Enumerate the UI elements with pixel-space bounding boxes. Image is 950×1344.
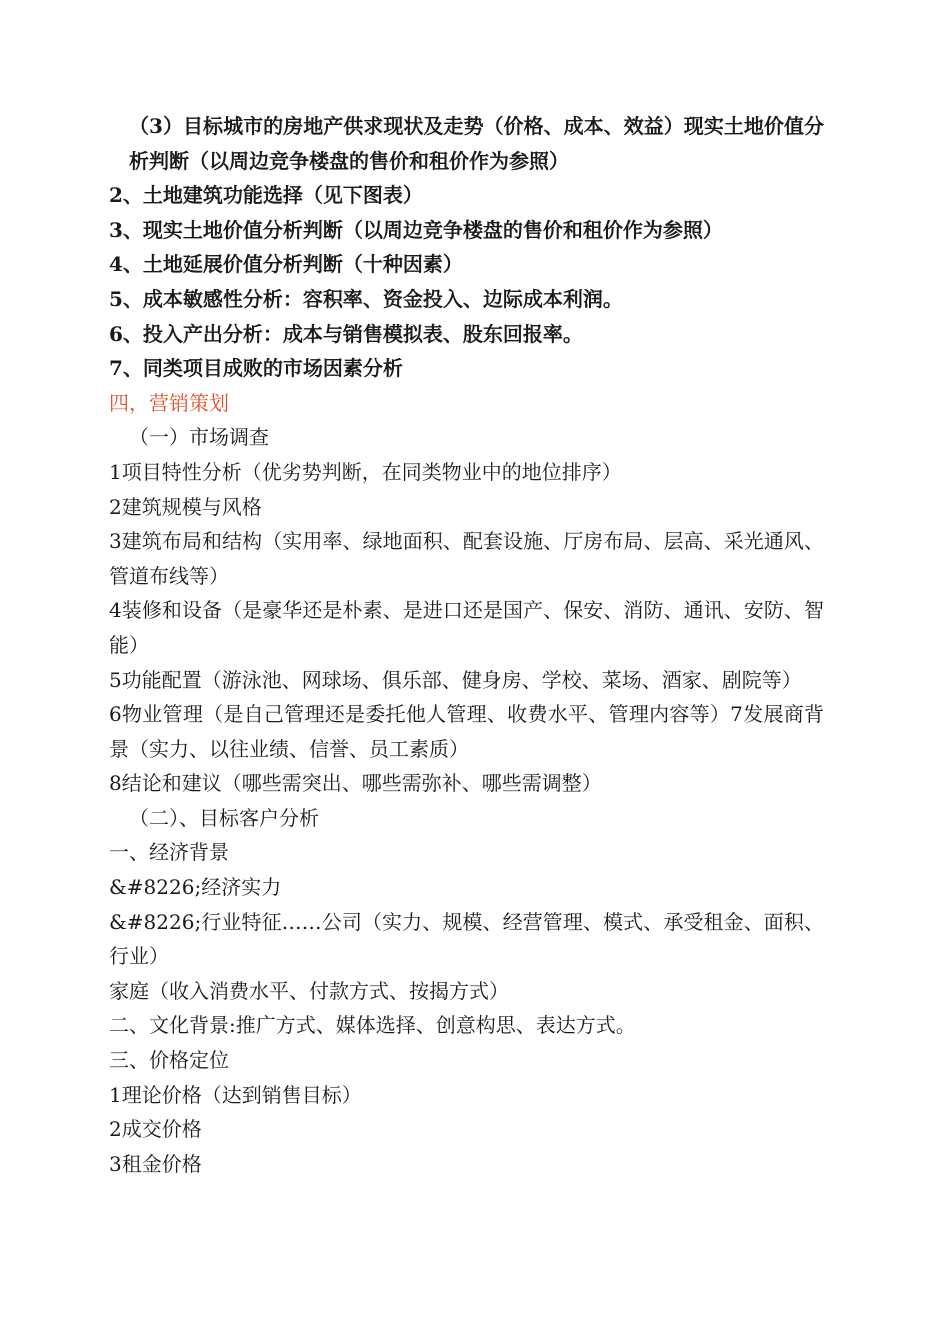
item-4-extended-value: 4、土地延展价值分析判断（十种因素） bbox=[109, 252, 463, 277]
subheading-target-customer: （二）、目标客户分析 bbox=[129, 805, 319, 830]
research-item-4: 4装修和设备（是豪华还是朴素、是进口还是国产、保安、消防、通讯、安防、智能） bbox=[109, 598, 824, 657]
item-3-land-value: 3、现实土地价值分析判断（以周边竞争楼盘的售价和租价作为参照） bbox=[109, 217, 723, 242]
research-item-6-7: 6物业管理（是自己管理还是委托他人管理、收费水平、管理内容等）7发展商背景（实力、以往业绩、信誉、员工素质） bbox=[109, 702, 824, 761]
customer-industry-traits: &#8226;行业特征……公司（实力、规模、经营管理、模式、承受租金、面积、行业） bbox=[109, 909, 824, 969]
item-5-cost-sensitivity: 5、成本敏感性分析：容积率、资金投入、边际成本利润。 bbox=[109, 286, 623, 311]
customer-family: 家庭（收入消费水平、付款方式、按揭方式） bbox=[109, 978, 509, 1003]
pricing-item-2: 2成交价格 bbox=[109, 1117, 202, 1142]
research-item-8: 8结论和建议（哪些需突出、哪些需弥补、哪些需调整） bbox=[109, 771, 602, 796]
customer-cultural-background: 二、文化背景:推广方式、媒体选择、创意构思、表达方式。 bbox=[109, 1013, 636, 1038]
research-item-3: 3建筑布局和结构（实用率、绿地面积、配套设施、厅房布局、层高、采光通风、管道布线等） bbox=[109, 529, 824, 588]
pricing-item-1: 1理论价格（达到销售目标） bbox=[109, 1082, 362, 1107]
item-6-input-output: 6、投入产出分析：成本与销售模拟表、股东回报率。 bbox=[109, 321, 583, 346]
pricing-heading: 三、价格定位 bbox=[109, 1048, 229, 1073]
document-body bbox=[109, 109, 824, 1181]
customer-economic-strength: &#8226;经济实力 bbox=[109, 875, 282, 900]
research-item-1: 1项目特性分析（优劣势判断，在同类物业中的地位排序） bbox=[109, 459, 622, 484]
item-2-land-function: 2、土地建筑功能选择（见下图表） bbox=[109, 183, 423, 208]
research-item-2: 2建筑规模与风格 bbox=[109, 494, 262, 519]
section-heading-marketing: 四，营销策划 bbox=[109, 390, 229, 415]
subheading-market-research: （一）市场调查 bbox=[129, 425, 269, 450]
pricing-item-3: 3租金价格 bbox=[109, 1151, 202, 1176]
customer-economic-background: 一、经济背景 bbox=[109, 840, 229, 865]
research-item-5: 5功能配置（游泳池、网球场、俱乐部、健身房、学校、菜场、酒家、剧院等） bbox=[109, 667, 802, 692]
paragraph-target-city-supply: （3）目标城市的房地产供求现状及走势（价格、成本、效益）现实土地价值分析判断（以周边竞争楼盘的售价和租价作为参照） bbox=[129, 114, 824, 173]
item-7-market-factors: 7、同类项目成败的市场因素分析 bbox=[109, 356, 403, 381]
